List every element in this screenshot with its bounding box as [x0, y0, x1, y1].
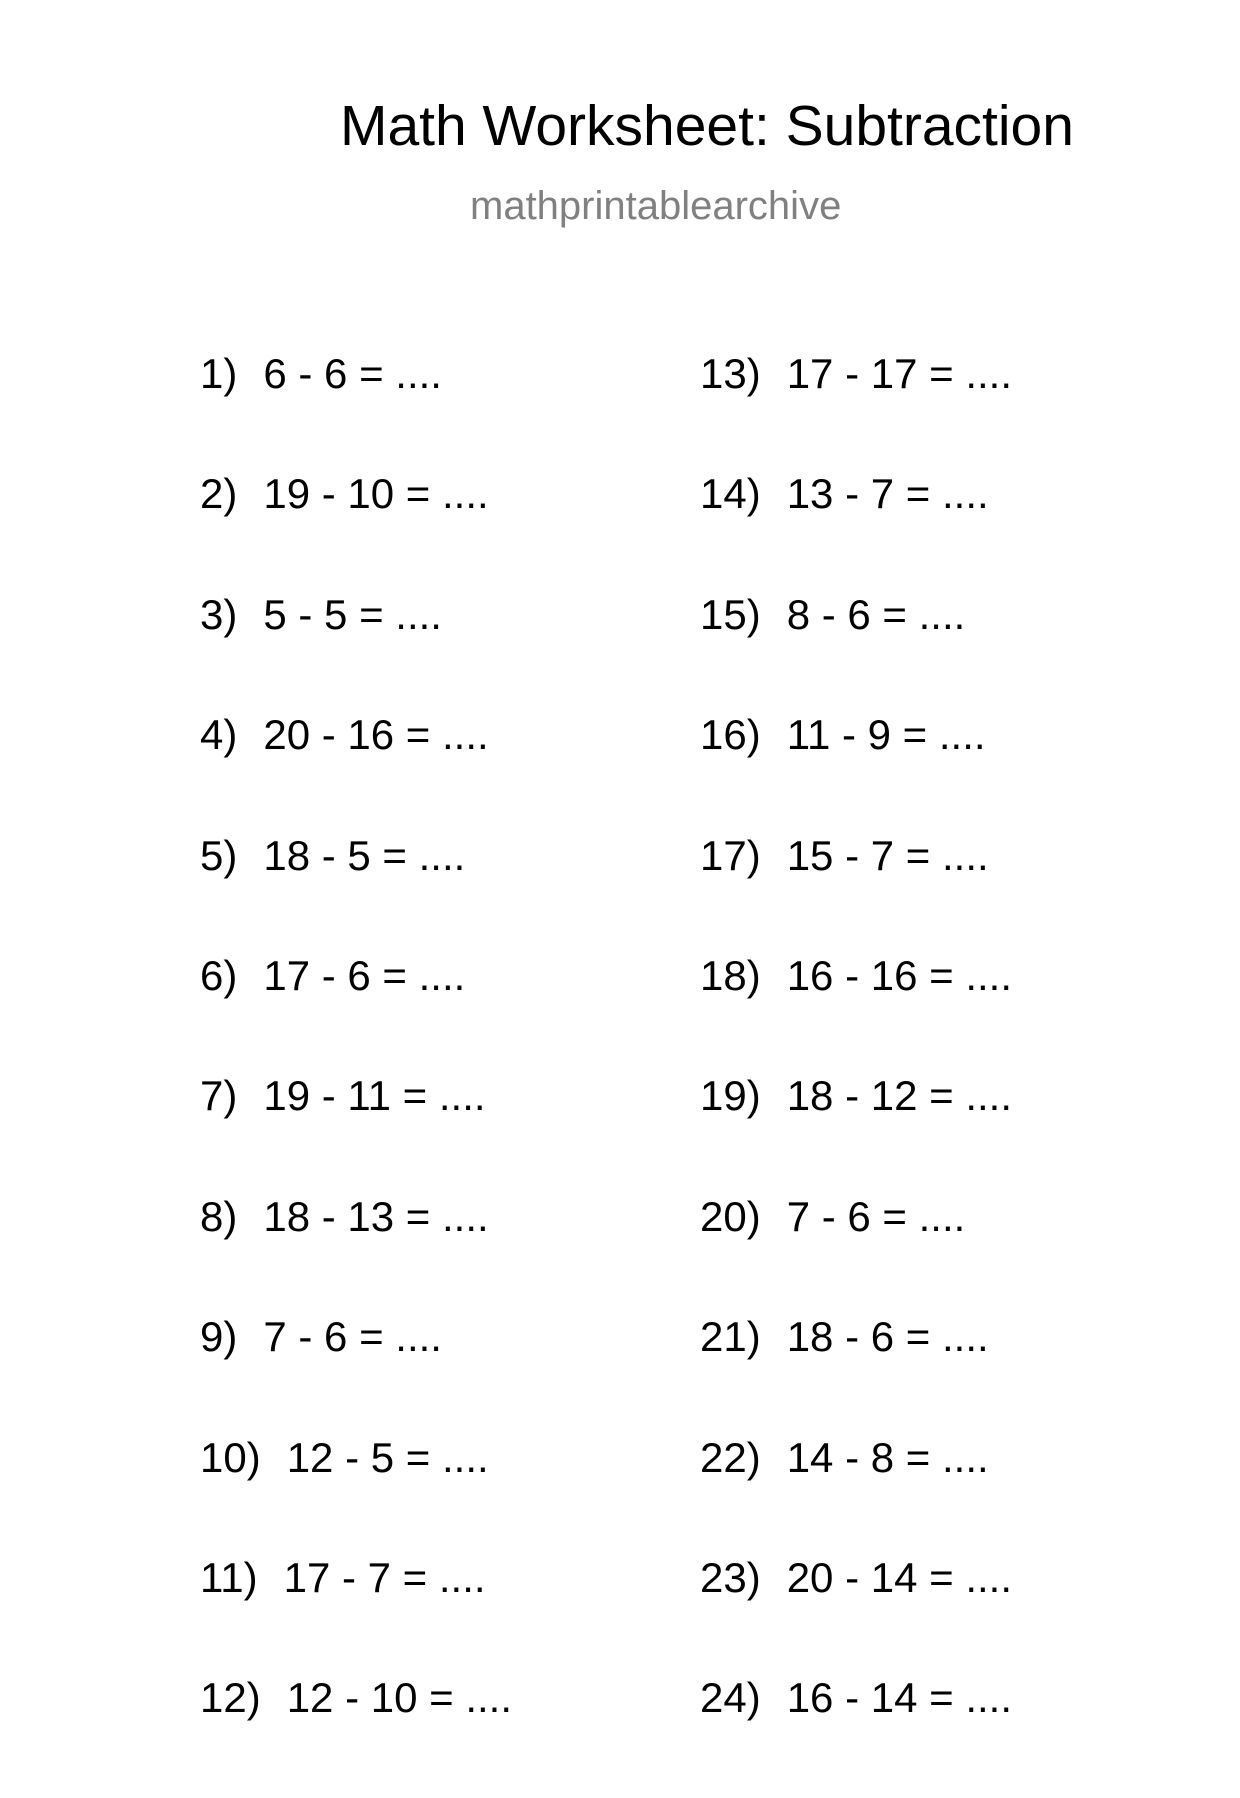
problem-equation: 12 - 5 = — [286, 1433, 431, 1481]
problem-equation: 18 - 13 = — [263, 1192, 431, 1240]
problem-equation: 17 - 7 = — [283, 1553, 428, 1601]
problem-equation: 11 - 9 = — [786, 711, 928, 759]
answer-blank[interactable]: .... — [941, 470, 989, 518]
problem-expression — [786, 711, 986, 759]
problem-number: 14) — [700, 470, 761, 518]
problem-number: 12) — [200, 1674, 261, 1722]
answer-blank[interactable]: .... — [438, 1553, 486, 1601]
answer-blank[interactable]: .... — [395, 590, 442, 638]
problem-expression — [263, 590, 442, 638]
problem-number: 7) — [200, 1072, 238, 1120]
problem-expression — [786, 1674, 1013, 1722]
problem-expression — [263, 1072, 486, 1120]
problem-number: 10) — [200, 1433, 261, 1481]
answer-blank[interactable]: .... — [438, 1072, 486, 1120]
problem-number: 4) — [200, 711, 238, 759]
problem-equation: 15 - 7 = — [786, 831, 931, 879]
problem-number: 1) — [200, 350, 238, 397]
answer-blank[interactable]: .... — [965, 1674, 1013, 1722]
problem-equation: 16 - 16 = — [786, 951, 954, 999]
problem-number: 8) — [200, 1192, 238, 1240]
problem-expression — [786, 951, 1013, 999]
answer-blank[interactable]: .... — [941, 831, 989, 879]
problem-equation: 7 - 6 = — [263, 1313, 384, 1361]
problem-number: 2) — [200, 470, 238, 518]
problem-equation: 6 - 6 = — [263, 350, 384, 397]
answer-blank[interactable]: .... — [418, 831, 466, 879]
problem-equation: 20 - 16 = — [263, 711, 431, 759]
problem-expression — [286, 1674, 513, 1722]
problem-expression — [786, 1553, 1013, 1601]
problem-item — [700, 951, 1013, 1075]
problem-expression — [283, 1553, 486, 1601]
problem-item — [200, 951, 512, 1075]
problem-expression — [263, 470, 489, 518]
problem-equation: 17 - 6 = — [263, 951, 407, 999]
problem-expression — [786, 1433, 989, 1481]
problem-item — [200, 1313, 512, 1436]
problem-expression — [263, 711, 489, 759]
problem-item — [700, 711, 1012, 834]
problem-number: 18) — [700, 951, 761, 999]
problem-number: 22) — [700, 1433, 761, 1481]
problem-equation: 17 - 17 = — [786, 350, 954, 397]
problem-number: 15) — [700, 590, 761, 638]
problem-equation: 14 - 8 = — [786, 1433, 931, 1481]
answer-blank[interactable]: .... — [442, 711, 489, 759]
answer-blank[interactable]: .... — [941, 1313, 989, 1361]
problem-number: 9) — [200, 1313, 238, 1361]
problem-number: 17) — [700, 831, 761, 879]
problem-item — [200, 831, 512, 955]
answer-blank[interactable]: .... — [442, 1192, 489, 1240]
answer-blank[interactable]: .... — [941, 1433, 989, 1481]
problem-item — [200, 711, 512, 834]
problem-expression — [263, 1313, 442, 1361]
problem-equation: 18 - 12 = — [786, 1072, 954, 1120]
answer-blank[interactable]: .... — [918, 590, 966, 638]
problem-item — [700, 1192, 1012, 1316]
problem-item — [700, 1313, 1012, 1436]
problem-equation: 16 - 14 = — [786, 1674, 954, 1722]
answer-blank[interactable]: .... — [965, 350, 1013, 397]
problem-item — [200, 350, 512, 473]
problem-item — [200, 1072, 512, 1195]
problem-number: 11) — [200, 1553, 258, 1601]
problem-equation: 18 - 5 = — [263, 831, 407, 879]
answer-blank[interactable]: .... — [418, 951, 466, 999]
problem-item — [700, 1433, 1012, 1557]
problem-equation: 18 - 6 = — [786, 1313, 931, 1361]
problem-number: 23) — [700, 1553, 761, 1601]
problem-expression — [263, 350, 442, 397]
problem-expression — [263, 1192, 489, 1240]
problem-equation: 12 - 10 = — [286, 1674, 454, 1722]
problem-equation: 13 - 7 = — [786, 470, 931, 518]
worksheet-title: Math Worksheet: Subtraction — [340, 94, 1074, 158]
answer-blank[interactable]: .... — [965, 1553, 1013, 1601]
problem-equation: 8 - 6 = — [786, 590, 907, 638]
answer-blank[interactable]: .... — [395, 350, 442, 397]
problem-expression — [786, 470, 989, 518]
answer-blank[interactable]: .... — [465, 1674, 513, 1722]
problem-equation: 19 - 10 = — [263, 470, 431, 518]
problem-item — [700, 1072, 1013, 1195]
problem-equation: 7 - 6 = — [786, 1192, 907, 1240]
problem-number: 24) — [700, 1674, 761, 1722]
problem-expression — [263, 831, 466, 879]
answer-blank[interactable]: .... — [441, 1433, 489, 1481]
problem-number: 5) — [200, 831, 238, 879]
answer-blank[interactable]: .... — [938, 711, 986, 759]
problem-number: 19) — [700, 1072, 761, 1120]
problem-number: 16) — [700, 711, 761, 759]
problem-item — [200, 590, 512, 714]
answer-blank[interactable]: .... — [442, 470, 489, 518]
problem-expression — [786, 1072, 1013, 1120]
problem-number: 6) — [200, 951, 238, 999]
problem-column-right — [700, 350, 1013, 1798]
answer-blank[interactable]: .... — [965, 951, 1013, 999]
answer-blank[interactable]: .... — [918, 1192, 966, 1240]
problem-item — [200, 1433, 512, 1557]
problem-equation: 5 - 5 = — [263, 590, 384, 638]
answer-blank[interactable]: .... — [965, 1072, 1013, 1120]
problem-equation: 20 - 14 = — [786, 1553, 954, 1601]
problem-item — [200, 1674, 513, 1797]
problem-expression — [263, 951, 466, 999]
problem-number: 3) — [200, 590, 238, 638]
problem-expression — [286, 1433, 489, 1481]
problem-expression — [786, 1313, 989, 1361]
problem-number: 21) — [700, 1313, 761, 1361]
problem-column-left — [200, 350, 513, 1798]
problem-equation: 19 - 11 = — [263, 1072, 428, 1120]
problem-item — [200, 1553, 512, 1677]
problem-item — [700, 1674, 1013, 1797]
problem-number: 13) — [700, 350, 761, 397]
problem-number: 20) — [700, 1192, 761, 1240]
problem-item — [200, 470, 512, 593]
worksheet-subtitle: mathprintablearchive — [470, 184, 842, 228]
problem-item — [700, 831, 1012, 955]
problem-item — [700, 350, 1013, 473]
problem-item — [700, 1553, 1013, 1677]
problem-expression — [786, 350, 1013, 397]
problem-item — [700, 590, 1012, 714]
answer-blank[interactable]: .... — [395, 1313, 442, 1361]
problem-expression — [786, 831, 989, 879]
problem-item — [200, 1192, 512, 1316]
problem-expression — [786, 590, 966, 638]
problem-expression — [786, 1192, 966, 1240]
problem-item — [700, 470, 1012, 593]
